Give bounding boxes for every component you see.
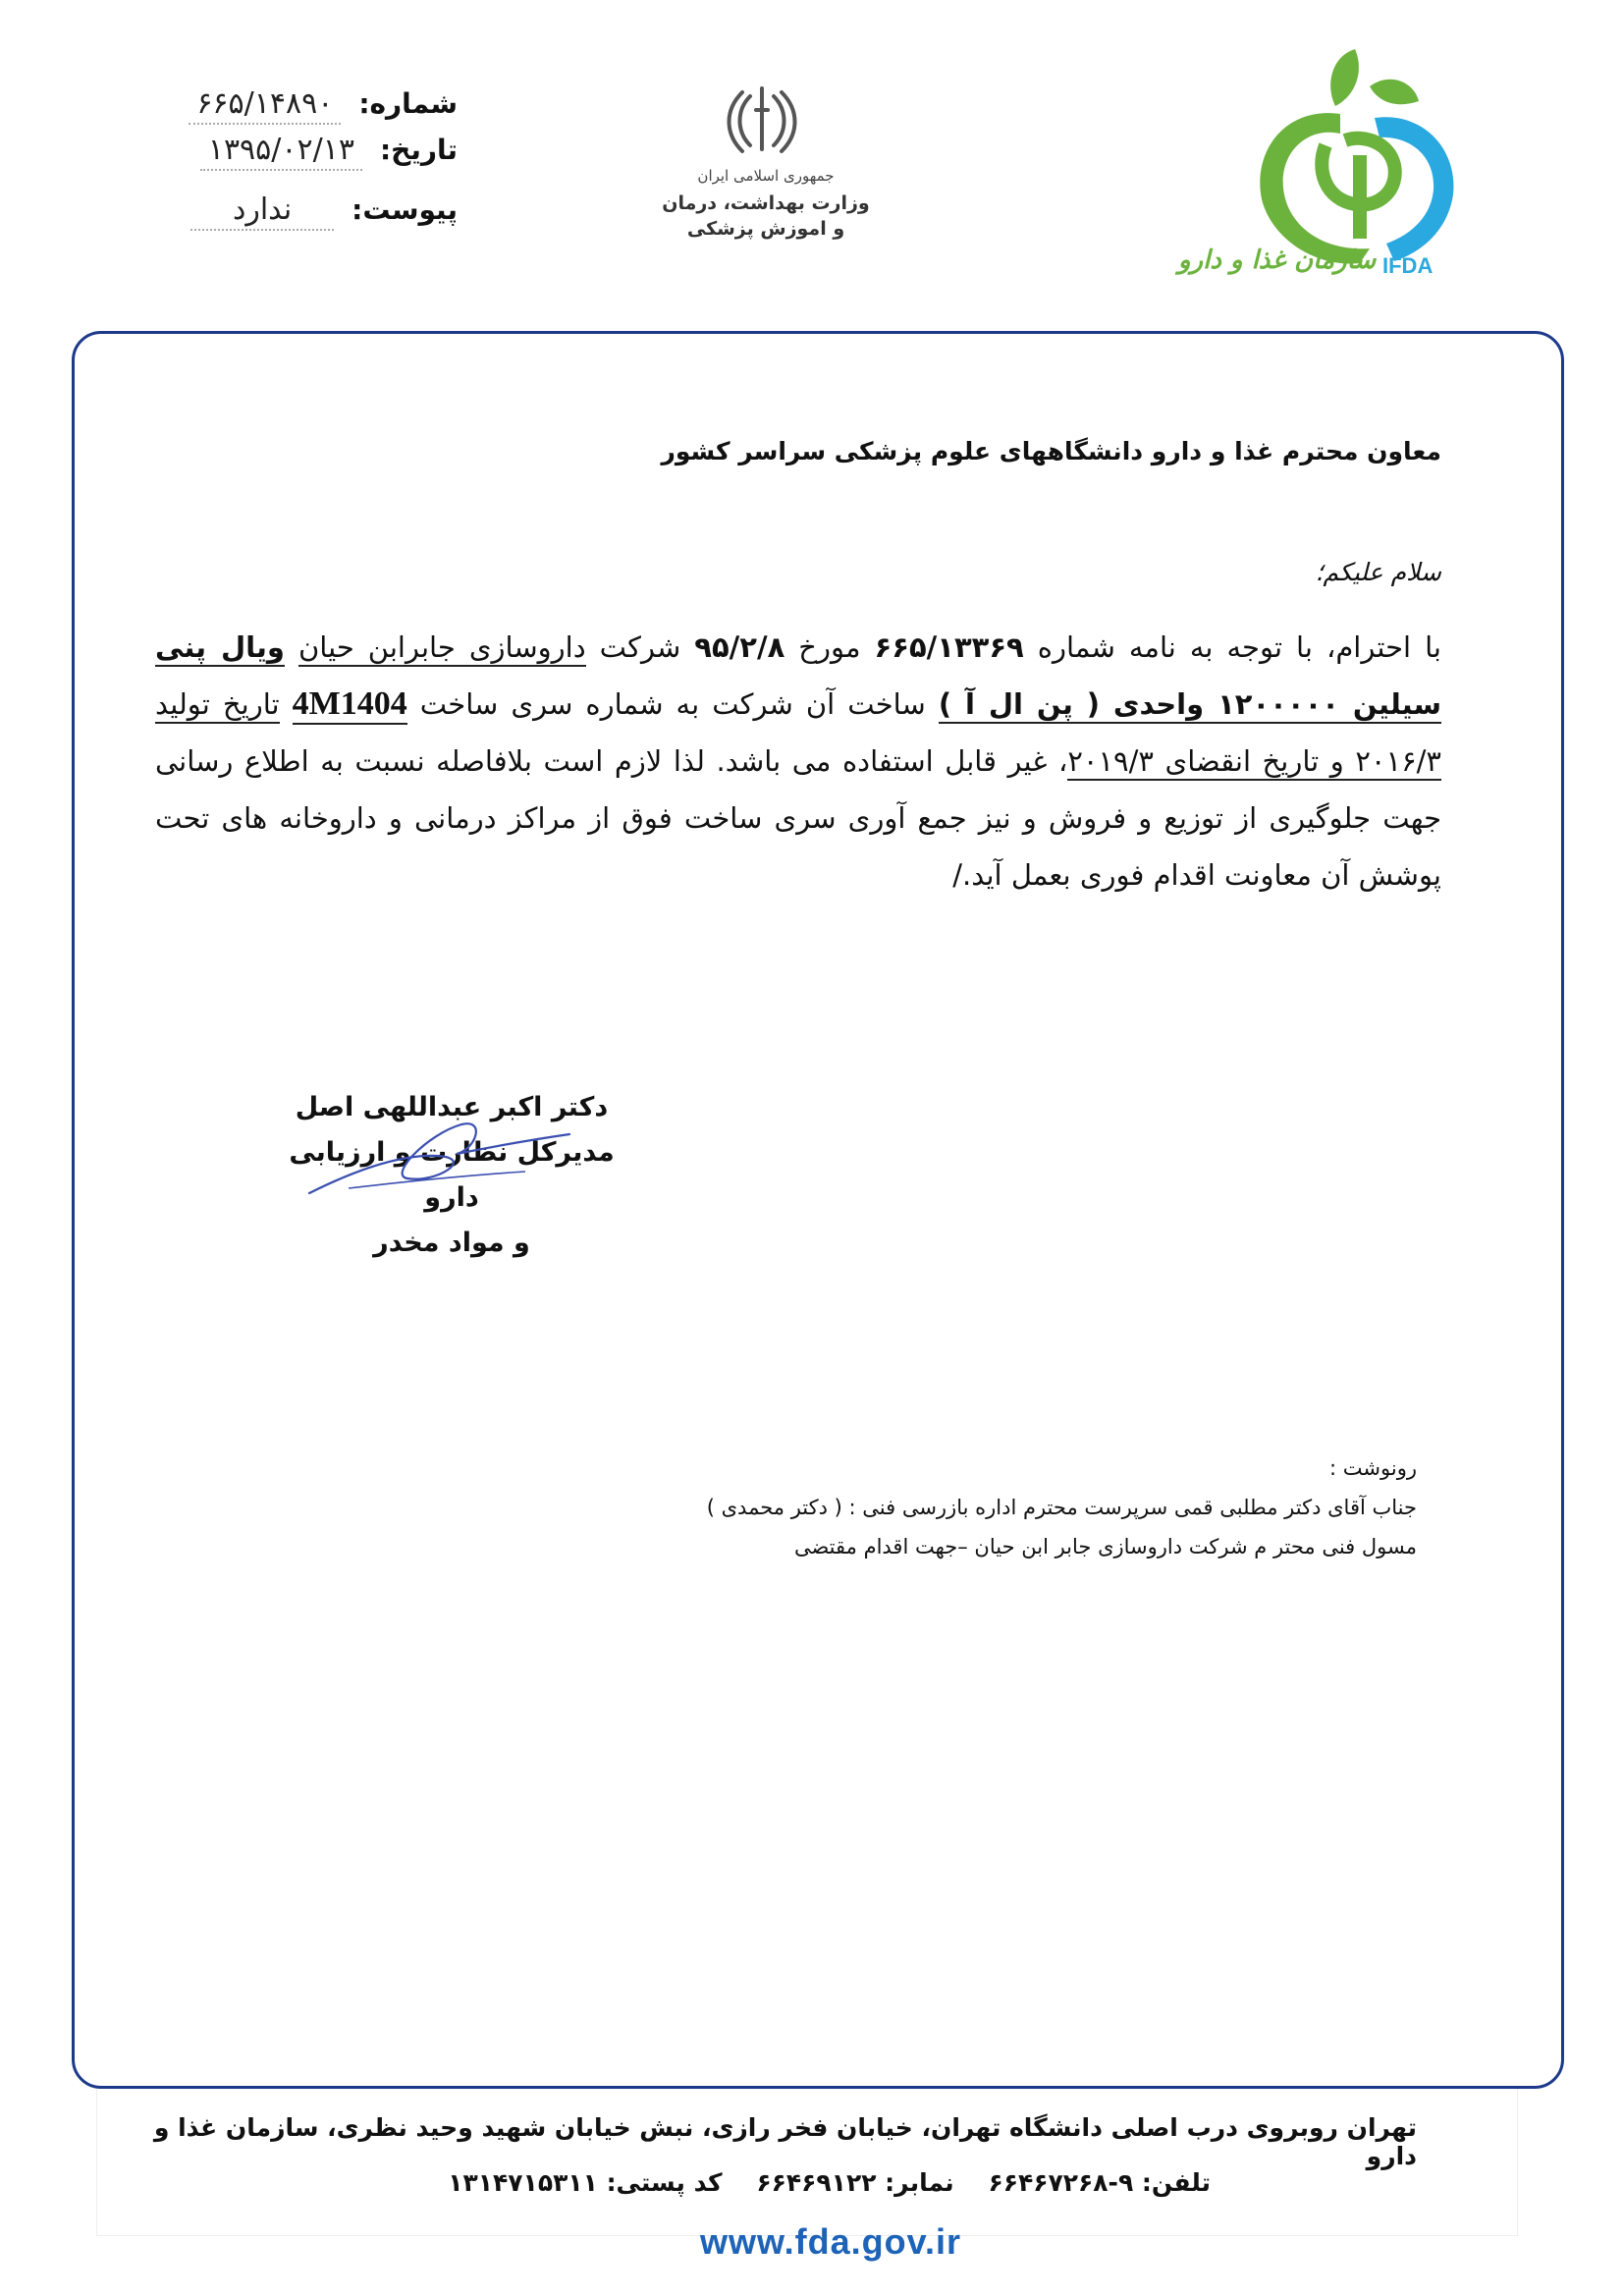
footer-contact: تلفن: ۹-۶۶۴۶۷۲۶۸ نمابر: ۶۶۴۶۹۱۲۲ کد پستی: ۱۳۱۴۷۱۵۳۱۱ [448,2168,1211,2197]
date-value: ۱۳۹۵/۰۲/۱۳ [200,133,362,171]
production-expiry-dates: ۲۰۱۶/۳ و تاریخ انقضای ۲۰۱۹/۳ [1067,744,1441,781]
logo-text-en: IFDA [1382,253,1434,278]
addressee: معاون محترم غذا و دارو دانشگاههای علوم پزشکی سراسر کشور [661,437,1441,465]
letter-body [155,619,1441,903]
body-text-1: با احترام، با توجه به نامه شماره [1037,630,1442,664]
signer-title-1: مدیرکل نظارت و ارزیابی دارو [289,1137,615,1213]
body-text-5: تاریخ تولید [155,687,280,724]
company-name: داروسازی جابرابن حیان [298,630,586,667]
product-name: ویال پنی سیلین ۱۲۰۰۰۰۰ واحدی ( پن ال آ ) [155,630,1441,724]
body-text-4: ساخت آن شرکت به شماره سری ساخت [419,687,926,721]
body-text-2: مورخ [798,630,861,664]
cc-line-2: مسول فنی محتر م شرکت داروسازی جابر ابن حیان –جهت اقدام مقتضی [793,1535,1417,1558]
ifda-logo [1168,27,1492,293]
attachment-row [190,192,458,231]
handwritten-signature [290,1095,584,1223]
attachment-label: پیوست: [352,193,458,226]
date-row [200,133,458,171]
letter-ref-number: ۶۶۵/۱۳۳۶۹ [874,630,1024,664]
body-text-3: شرکت [599,630,681,664]
body-text-6: ، غیر قابل استفاده می باشد. لذا لازم است بلافاصله نسبت به اطلاع رسانی جهت جلوگیری از توزیع و فروش و نیز جمع آوری سری ساخت فوق از مراکز درمانی و داروخانه های تحت پوشش آن معاونت اقدام فوری بعمل آید./ [155,744,1441,892]
iran-emblem-icon [723,81,801,159]
emblem-line2: وزارت بهداشت، درمان [662,192,870,214]
cc-heading: رونوشت : [1329,1456,1417,1480]
batch-number: 4M1404 [293,685,407,725]
attachment-value: ندارد [190,192,334,231]
date-label: تاریخ: [379,134,458,166]
footer-address: تهران روبروی درب اصلی دانشگاه تهران، خیابان فخر رازی، نبش خیابان شهید وحید نظری، سازمان غذا و دارو [153,2113,1417,2170]
number-value: ۶۶۵/۱۴۸۹۰ [189,86,341,125]
signer-name: دکتر اکبر عبداللهی اصل [295,1092,609,1122]
emblem-line1: جمهوری اسلامی ایران [697,167,835,185]
cc-line-1: جناب آقای دکتر مطلبی قمی سرپرست محترم اداره بازرسی فنی : ( دکتر محمدی ) [706,1496,1417,1519]
emblem-line3: و اموزش پزشکی [686,218,845,240]
website-link[interactable]: www.fda.gov.ir [699,2221,962,2262]
cc-block [533,1449,1417,1566]
logo-text-fa: سازمان غذا و دارو [1178,246,1377,275]
number-label: شماره: [358,87,458,120]
letter-ref-date: ۹۵/۲/۸ [694,630,785,664]
salutation: سلام علیکم؛ [1315,558,1441,586]
ministry-caption [648,167,884,240]
number-row [189,86,458,125]
signer-title-2: و مواد مخدر [373,1228,530,1258]
